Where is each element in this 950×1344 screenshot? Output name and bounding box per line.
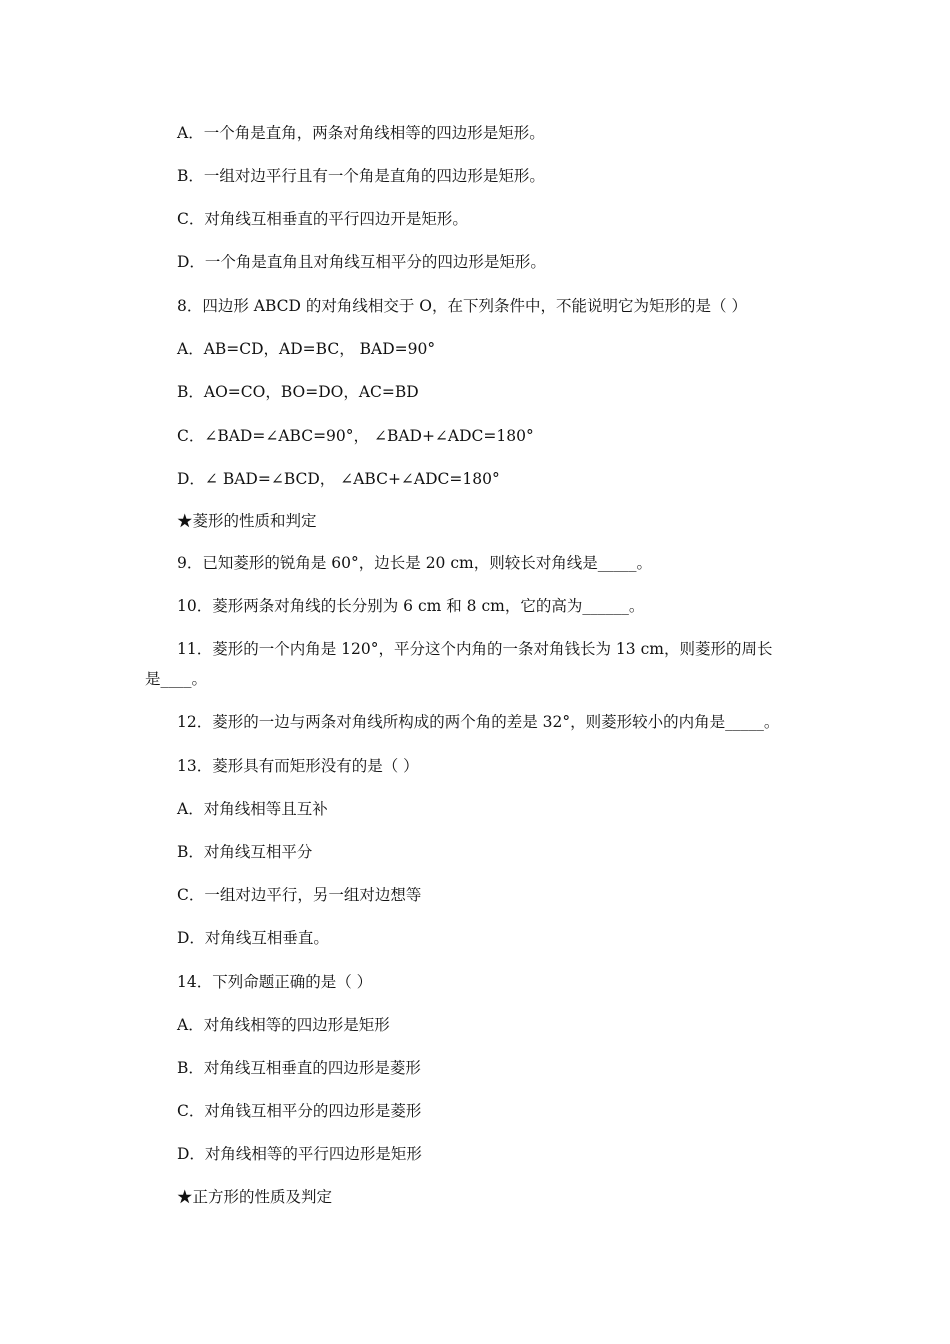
option-line: B．对角线互相平分	[177, 843, 313, 861]
section-heading-square: ★正方形的性质及判定	[177, 1188, 333, 1206]
option-line: D．对角线互相垂直。	[177, 929, 329, 947]
option-line: B．AO=CO，BO=DO，AC=BD	[177, 383, 419, 401]
option-line: B．对角线互相垂直的四边形是菱形	[177, 1059, 421, 1077]
option-line: C．对角钱互相平分的四边形是菱形	[177, 1102, 422, 1120]
question-9: 9．已知菱形的锐角是 60°，边长是 20 cm，则较长对角线是_____。	[177, 554, 652, 572]
question-14: 14．下列命题正确的是（ ）	[177, 973, 373, 991]
question-8: 8．四边形 ABCD 的对角线相交于 O，在下列条件中，不能说明它为矩形的是（ ）	[177, 297, 747, 315]
question-13: 13．菱形具有而矩形没有的是（ ）	[177, 757, 419, 775]
question-11: 11．菱形的一个内角是 120°，平分这个内角的一条对角钱长为 13 cm，则菱形的周长	[177, 640, 773, 658]
option-line: C．∠BAD=∠ABC=90°， ∠BAD+∠ADC=180°	[177, 427, 534, 445]
option-line: D．一个角是直角且对角线互相平分的四边形是矩形。	[177, 253, 546, 271]
option-line: B．一组对边平行且有一个角是直角的四边形是矩形。	[177, 167, 545, 185]
option-line: C．一组对边平行，另一组对边想等	[177, 886, 422, 904]
section-heading-rhombus: ★菱形的性质和判定	[177, 512, 317, 530]
question-12: 12．菱形的一边与两条对角线所构成的两个角的差是 32°，则菱形较小的内角是_____。	[177, 713, 780, 731]
option-line: D．对角线相等的平行四边形是矩形	[177, 1145, 422, 1163]
option-line: A．对角线相等且互补	[177, 800, 328, 818]
option-line: A．对角线相等的四边形是矩形	[177, 1016, 390, 1034]
option-line: A．AB=CD，AD=BC， BAD=90°	[177, 340, 436, 358]
option-line: A．一个角是直角，两条对角线相等的四边形是矩形。	[177, 124, 545, 142]
question-10: 10．菱形两条对角线的长分别为 6 cm 和 8 cm，它的高为______。	[177, 597, 645, 615]
option-line: D．∠ BAD=∠BCD， ∠ABC+∠ADC=180°	[177, 470, 500, 488]
option-line: C．对角线互相垂直的平行四边开是矩形。	[177, 210, 468, 228]
question-11-continuation: 是____。	[145, 670, 208, 688]
